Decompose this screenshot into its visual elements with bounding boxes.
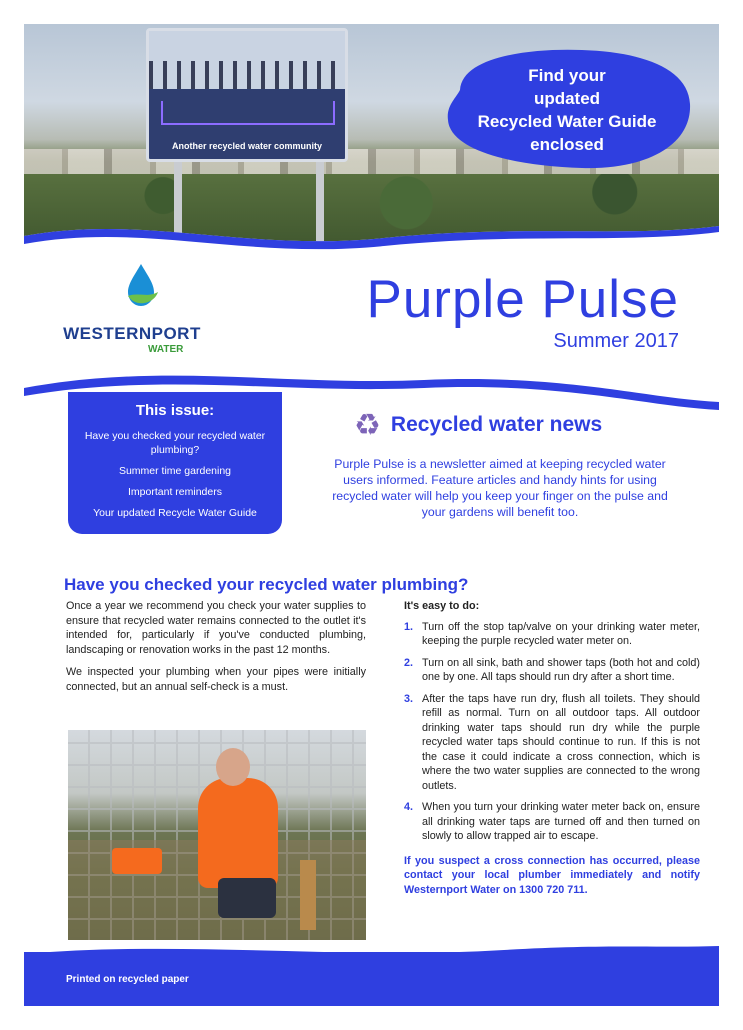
footer <box>24 934 719 1006</box>
footer-note: Printed on recycled paper <box>66 974 189 985</box>
step-item <box>404 692 700 794</box>
recycle-icon: ♻ <box>354 408 381 442</box>
steps-list <box>404 620 700 844</box>
callout-line: updated <box>533 89 601 108</box>
this-issue-heading: This issue: <box>135 402 215 419</box>
westernport-water-logo <box>52 262 212 362</box>
article-paragraph: Once a year we recommend you check your water supplies to ensure that recycled water remains connected to the outlet it's intended for, particularly if you've conducted plumbing, landscaping or renovation works in the past 12 months. <box>66 600 366 656</box>
issue-item: Have you checked your recycled water plumbing? <box>84 430 266 456</box>
step-text: After the taps have run dry, flush all toilets. They should refill as normal. Turn on all outdoor taps. All outdoor drinking water taps should run dry while the purple recycled water taps should continue to run. If this is not the case it could indicate a cross connection, which is where the two water supplies are connected to the wrong outlets. <box>422 692 700 792</box>
photo-meter-post <box>300 860 316 930</box>
issue-item: Summer time gardening <box>118 465 232 477</box>
article-title: Have you checked your recycled water plumbing? <box>64 575 469 594</box>
photo-worker-legs <box>218 878 276 918</box>
newsletter-title: Purple Pulse <box>366 270 679 329</box>
step-item <box>404 800 700 844</box>
sign-silhouettes <box>149 61 345 89</box>
issue-item: Important reminders <box>128 486 222 498</box>
water-drop-leaf-icon <box>124 262 158 308</box>
callout-line: enclosed <box>530 135 604 154</box>
top-wave-divider <box>24 208 719 268</box>
issue-item: Your updated Recycle Water Guide <box>93 507 257 519</box>
article-paragraph: We inspected your plumbing when your pipes were initially connected, but an annual self-check is a must. <box>66 666 366 693</box>
step-number: 3. <box>404 692 414 705</box>
newsletter-page <box>24 24 719 1006</box>
photo-barrier <box>112 848 162 874</box>
step-text: Turn on all sink, bath and shower taps (both hot and cold) one by one. All taps should run dry after a short time. <box>422 656 700 683</box>
footer-wave <box>24 934 719 964</box>
step-number: 1. <box>404 620 414 633</box>
brand-name: WESTERNPORT <box>63 324 201 343</box>
masthead <box>366 272 679 353</box>
news-heading-row <box>354 408 602 442</box>
step-text: When you turn your drinking water meter back on, ensure all drinking water taps are turned off and then turned on slowly to allow trapped air to escape. <box>422 801 700 842</box>
callout-line: Find your <box>528 66 606 85</box>
step-number: 2. <box>404 656 414 669</box>
steps-heading: It's easy to do: <box>404 600 480 612</box>
article-right-column <box>404 599 700 897</box>
step-item <box>404 620 700 649</box>
brand-subname: WATER <box>148 344 184 355</box>
callout-line: Recycled Water Guide <box>477 112 657 131</box>
sign-pipe <box>161 101 335 125</box>
step-item <box>404 656 700 685</box>
step-number: 4. <box>404 801 414 813</box>
guide-callout <box>442 64 692 156</box>
recycled-water-sign <box>146 28 348 162</box>
step-text: Turn off the stop tap/valve on your drinking water meter, keeping the purple recycled water meter on. <box>422 620 700 647</box>
photo-worker <box>198 778 278 888</box>
plumbing-check-photo <box>68 730 366 940</box>
cross-connection-warning: If you suspect a cross connection has occurred, please contact your local plumber immediately and notify Westernport Water on 1300 720 711. <box>404 854 700 896</box>
sign-caption: Another recycled water community <box>171 141 323 151</box>
photo-worker-head <box>216 748 250 786</box>
news-body: Purple Pulse is a newsletter aimed at keeping recycled water users informed. Feature articles and handy hints for using recycled water will help you keep your finger on the pulse and your gardens will benefit too. <box>332 457 668 519</box>
issue-date: Summer 2017 <box>553 330 679 352</box>
news-heading: Recycled water news <box>390 413 603 436</box>
this-issue-box <box>68 392 282 534</box>
article-left-column <box>66 599 366 702</box>
